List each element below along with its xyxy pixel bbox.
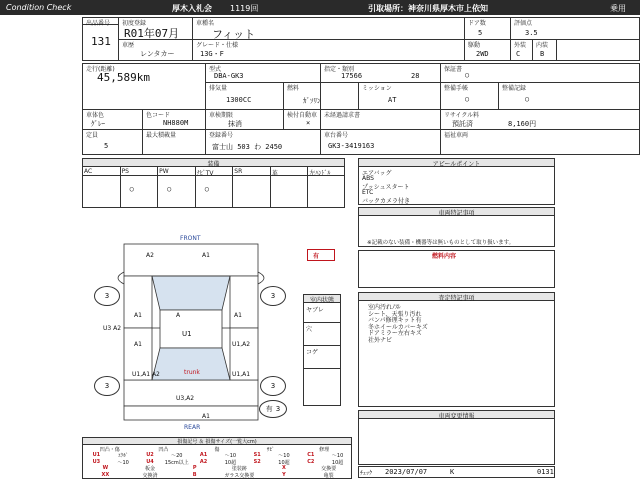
drive-label: 駆動 xyxy=(468,42,481,49)
legend-cell: P xyxy=(192,465,197,471)
header-bar xyxy=(0,0,640,15)
legend-header: 凹凸 xyxy=(158,447,169,453)
equipment-title: 装備 xyxy=(83,159,344,167)
model-label: 型式 xyxy=(209,66,222,73)
legend-header: 凹凸・傷 xyxy=(99,447,120,453)
legend-cell: U4 xyxy=(146,458,154,465)
recycle-status: 預託済 xyxy=(452,120,473,128)
maint-record-value: ○ xyxy=(525,95,530,103)
special-note: ※記載のない装備・機器等は無いものとして取り扱います。 xyxy=(367,240,515,246)
inspector-line: 社外ナビ xyxy=(368,336,393,344)
legend-cell: 〜10 xyxy=(331,453,344,459)
dmg-rear-bumper: U3,A2 xyxy=(176,395,195,402)
plate-label: 登録番号 xyxy=(209,132,234,139)
history-title: 車両変更情報 xyxy=(359,411,554,419)
fuel-value: ｶﾞｿﾘﾝ xyxy=(303,97,321,105)
equipment-item-label: 左ﾊﾝﾄﾞﾙ xyxy=(309,170,331,177)
doors-value: 5 xyxy=(478,29,483,37)
legend-cell: XX xyxy=(101,471,110,478)
manual-value: ○ xyxy=(465,71,470,79)
legend-cell: X xyxy=(282,465,286,471)
lot-label: 出品番号 xyxy=(86,20,111,27)
tire-front-right-icon: 3 xyxy=(260,286,286,306)
color-code-label: 色コード xyxy=(146,112,171,119)
appeal-title: アピールポイント xyxy=(359,159,554,167)
ext-value: C xyxy=(516,50,521,58)
legend-cell: 板金 xyxy=(144,466,155,472)
legend-cell: 〜20 xyxy=(171,453,183,459)
grade-label: グレード・仕様 xyxy=(196,42,239,49)
inspector-line: ドアミラー左右キズ xyxy=(368,330,422,337)
legend-cell: W xyxy=(102,465,109,471)
dmg-door-rr: U1,A1 xyxy=(232,371,251,378)
legend-cell: ｴｸﾎﾞ xyxy=(118,453,129,459)
condition-check-title: Condition Check xyxy=(6,3,72,12)
capacity-value: 5 xyxy=(104,142,109,150)
legend-cell: 〜10 xyxy=(224,453,237,459)
displacement-value: 1300CC xyxy=(226,96,252,104)
car-name-label: 車種名 xyxy=(196,20,215,27)
spare-flag: 有 xyxy=(313,253,320,260)
color-code-value: NH880M xyxy=(163,119,189,127)
score-value: 3.5 xyxy=(525,29,538,37)
loading-label: 最大積載量 xyxy=(146,132,177,139)
spare-flag-box xyxy=(307,249,335,261)
doors-label: ドア数 xyxy=(468,20,486,27)
legend-cell: 塗装跡 xyxy=(231,466,247,472)
car-use-label: 車歴 xyxy=(122,42,135,49)
dmg-front-bumper-right: A1 xyxy=(202,252,210,259)
rear-label: REAR xyxy=(184,424,201,430)
mileage-value: 45,589km xyxy=(97,71,150,84)
designation-value: 17566 xyxy=(341,72,363,80)
lot-code: 0131 xyxy=(537,468,554,476)
equipment-item-label: SR xyxy=(234,168,243,175)
dmg-door-fl: A1 xyxy=(134,341,142,348)
equipment-item-label: PW xyxy=(159,168,169,175)
legend-cell: 交換済 xyxy=(142,472,158,479)
legend-cell: Y xyxy=(282,471,286,478)
legend-cell: ガラス交換要 xyxy=(224,472,255,479)
equipment-item-label: AC xyxy=(84,168,93,175)
fuel-type-label: 燃料内容 xyxy=(432,253,457,260)
appeal-line: バックカメラ付き xyxy=(362,198,411,205)
grade-value: 13G・F xyxy=(200,50,224,58)
dmg-rear-bottom: A1 xyxy=(202,413,210,420)
inspector-line: 冬ホイールカバーキズ xyxy=(368,323,428,331)
dmg-door-fr: U1,A2 xyxy=(232,341,251,348)
legend-cell: S2 xyxy=(253,458,261,465)
int-label: 内装 xyxy=(536,42,549,49)
maint-manual-value: ○ xyxy=(465,95,470,103)
dmg-fender-fl: A1 xyxy=(134,312,142,319)
displacement-label: 排気量 xyxy=(209,85,228,92)
color-value: ｸﾞﾚｰ xyxy=(91,120,105,128)
legend-header: 傷 xyxy=(214,447,220,453)
check-date: 2023/07/07 xyxy=(385,468,428,476)
equipment-item-label: 革 xyxy=(271,170,278,177)
inspector-line: シート、天張り汚れ xyxy=(368,310,422,318)
legend-cell: 交換要 xyxy=(321,466,337,472)
dmg-side-left: U3 A2 xyxy=(103,325,122,332)
auction-name: 厚木入札会 xyxy=(172,4,212,13)
interior-koge-label: コゲ xyxy=(306,349,319,356)
manual-label: 保証書 xyxy=(444,66,463,73)
legend-header: 修理 xyxy=(319,447,330,453)
special-title: 車両特記事項 xyxy=(359,208,554,216)
legend-cell: 亀裂 xyxy=(323,472,334,479)
appeal-line: ETC xyxy=(362,189,374,196)
first-reg-label: 初度登録 xyxy=(122,20,147,27)
inspector-line: 室内汚れﾉｽﾚ xyxy=(368,304,402,311)
inspection-value: 抹消 xyxy=(228,120,242,128)
check-label: ﾁｪｯｸ xyxy=(360,470,373,477)
tire-rear-left-icon: 3 xyxy=(94,376,120,396)
maint-manual-label: 整備手帳 xyxy=(444,85,469,92)
legend-cell: B xyxy=(192,471,197,478)
model-value: DBA-GK3 xyxy=(214,72,244,80)
equipment-item-value: ○ xyxy=(204,185,209,193)
classification-value: 28 xyxy=(411,72,420,80)
mission-label: ミッション xyxy=(362,85,392,92)
fuel-type-box xyxy=(358,250,555,288)
trunk-label: trunk xyxy=(184,369,200,376)
welfare-label: 福祉車両 xyxy=(444,132,469,139)
legend-cell: 15cm以上 xyxy=(164,459,189,466)
inspector-code: K xyxy=(450,468,455,476)
dmg-fender-fr: A1 xyxy=(234,312,242,319)
legend-cell: U3 xyxy=(92,458,101,465)
fuel-label: 燃料 xyxy=(287,85,300,92)
body-type-label: 乗用 xyxy=(610,4,626,13)
front-label: FRONT xyxy=(180,235,201,242)
tire-front-left-icon: 3 xyxy=(94,286,120,306)
dmg-door-rl: U1,A1 A2 xyxy=(132,371,160,378)
mileage-label: 走行(距離) xyxy=(86,66,115,73)
interior-ana-label: 穴 xyxy=(306,326,313,333)
car-use-value: レンタカー xyxy=(140,50,175,58)
drive-value: 2WD xyxy=(476,50,489,58)
legend-cell: 10超 xyxy=(331,459,344,466)
chassis-label: 車台番号 xyxy=(324,132,349,139)
deregister-label: 未経過請求書 xyxy=(324,112,361,119)
appeal-line: ABS xyxy=(362,175,374,182)
dmg-hood: A xyxy=(176,312,181,319)
color-label: 車体色 xyxy=(86,112,105,119)
designation-label: 指定・類別 xyxy=(324,66,355,73)
legend-cell: S1 xyxy=(253,452,261,458)
score-label: 評価点 xyxy=(514,20,533,27)
legend-title: 損傷記号 ＆ 損傷サイズ(一覧大cm) xyxy=(83,438,351,445)
ext-label: 外装 xyxy=(514,42,527,49)
payment-value: × xyxy=(306,119,311,127)
legend-cell: C1 xyxy=(307,452,315,458)
dmg-front-bumper-left: A2 xyxy=(146,252,154,259)
recycle-fee: 8,160円 xyxy=(508,120,537,128)
lot-number: 131 xyxy=(91,35,111,48)
auction-session: 1119回 xyxy=(230,4,259,13)
inspector-title: 査定特記事項 xyxy=(359,293,554,301)
legend-cell: 〜10 xyxy=(278,453,290,459)
equipment-item-value: ○ xyxy=(167,185,172,193)
equipment-item-label: PS xyxy=(121,168,129,175)
interior-title: 室内状態 xyxy=(304,295,340,303)
equipment-item-label: ﾅﾋﾞTV xyxy=(196,170,214,177)
inspector-line: バンパ修理キット有 xyxy=(368,317,422,324)
interior-yabure-label: ヤブレ xyxy=(306,307,324,314)
spare-tire-icon: 有 3 xyxy=(259,400,287,418)
legend-cell: 10超 xyxy=(278,459,290,466)
payment-label: 検付自動車 xyxy=(287,112,318,119)
legend-cell: U1 xyxy=(92,452,101,458)
pickup-location: 引取場所：神奈川県厚木市上依知 xyxy=(368,4,488,13)
plate-value: 富士山 503 わ 2450 xyxy=(212,143,283,151)
equipment-item-value: ○ xyxy=(129,185,134,193)
appeal-line: エアバッグ xyxy=(362,170,392,177)
appeal-line: プッシュスタート xyxy=(362,184,410,191)
legend-cell: U2 xyxy=(146,452,154,458)
maint-record-label: 整備記録 xyxy=(502,85,527,92)
legend-cell: A1 xyxy=(199,452,208,458)
tire-rear-right-icon: 3 xyxy=(260,376,286,396)
capacity-label: 定員 xyxy=(86,132,99,139)
inspection-label: 車検期限 xyxy=(209,112,234,119)
first-reg-value: R01年07月 xyxy=(124,27,180,40)
chassis-value: GK3-3419163 xyxy=(328,142,375,150)
legend-cell: 〜10 xyxy=(117,459,129,466)
car-name-value: フィット xyxy=(212,28,256,41)
legend-cell: C2 xyxy=(307,458,315,465)
recycle-label: リサイクル料 xyxy=(444,112,480,119)
legend-cell: A2 xyxy=(199,458,208,465)
legend-header: ｻﾋﾞ xyxy=(266,447,275,453)
int-value: B xyxy=(540,50,545,58)
dmg-roof: U1 xyxy=(182,330,192,338)
mission-value: AT xyxy=(388,96,397,104)
legend-cell: 10超 xyxy=(224,459,237,466)
